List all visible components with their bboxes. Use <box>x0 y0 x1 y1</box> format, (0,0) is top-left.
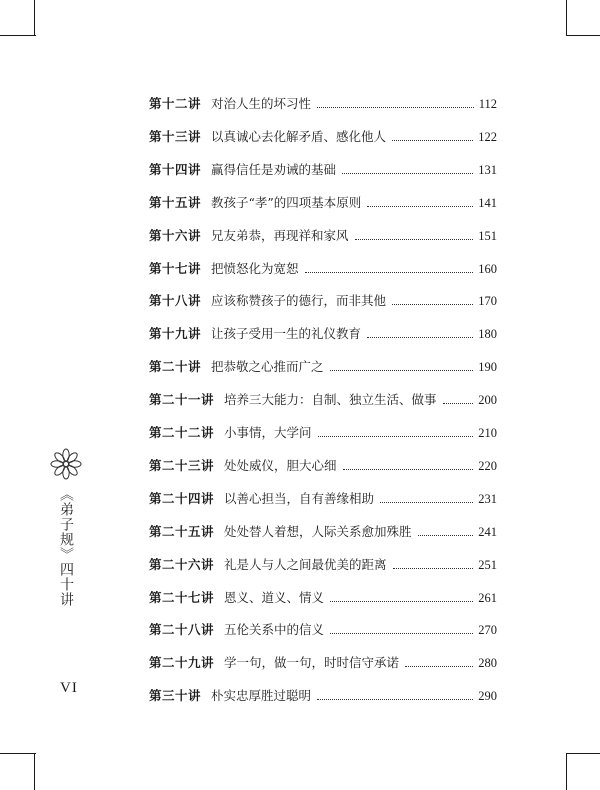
toc-page-number: 151 <box>478 228 497 243</box>
toc-page-number: 290 <box>478 689 497 704</box>
toc-chapter-title: 学一句，做一句，时时信守承诺 <box>224 655 400 671</box>
crop-mark-bottom-left-horizontal <box>0 753 36 754</box>
toc-chapter-number: 第二十八讲 <box>149 622 215 638</box>
toc-chapter-title: 处处替人着想，人际关系愈加殊胜 <box>224 523 412 539</box>
toc-chapter-title: 五伦关系中的信义 <box>224 622 325 638</box>
toc-page-number: 170 <box>478 294 497 309</box>
toc-page-number: 200 <box>478 393 497 408</box>
toc-chapter-title: 赢得信任是劝诫的基础 <box>211 161 337 177</box>
toc-chapter-number: 第十四讲 <box>149 161 202 177</box>
toc-chapter-title: 恩义、道义、情义 <box>224 589 325 605</box>
toc-chapter-number: 第二十四讲 <box>149 490 215 506</box>
toc-entry[interactable] <box>149 651 497 671</box>
toc-dot-leader <box>317 699 473 700</box>
crop-mark-bottom-right-horizontal <box>566 753 600 754</box>
crop-mark-top-left-vertical <box>34 0 35 36</box>
toc-entry[interactable] <box>149 553 497 573</box>
toc-chapter-title: 教孩子“孝”的四项基本原则 <box>211 194 362 210</box>
toc-chapter-number: 第二十七讲 <box>149 589 215 605</box>
toc-chapter-title: 应该称赞孩子的德行，而非其他 <box>211 293 387 309</box>
toc-entry[interactable] <box>149 322 497 342</box>
toc-entry[interactable] <box>149 289 497 309</box>
toc-page-number: 261 <box>478 590 497 605</box>
toc-chapter-number: 第十六讲 <box>149 227 202 243</box>
toc-page-number: 160 <box>478 261 497 276</box>
toc-dot-leader <box>392 304 473 305</box>
toc-dot-leader <box>405 666 473 667</box>
toc-entry[interactable] <box>149 257 497 277</box>
toc-chapter-title: 小事情，大学问 <box>224 425 312 440</box>
toc-dot-leader <box>393 568 474 569</box>
toc-page-number: 141 <box>478 195 497 210</box>
toc-entry[interactable] <box>149 388 497 408</box>
toc-chapter-title: 兄友弟恭，再现祥和家风 <box>211 227 349 243</box>
toc-chapter-number: 第十二讲 <box>149 96 202 111</box>
toc-entry[interactable] <box>149 421 497 441</box>
toc-page-number: 180 <box>478 327 497 342</box>
toc-page-number: 112 <box>478 97 497 111</box>
toc-dot-leader <box>342 173 473 174</box>
toc-page-number: 251 <box>478 557 497 572</box>
toc-dot-leader <box>443 403 474 404</box>
toc-dot-leader <box>367 337 473 338</box>
toc-chapter-number: 第二十三讲 <box>149 457 215 473</box>
toc-chapter-number: 第二十讲 <box>149 359 202 375</box>
crop-mark-top-left-horizontal <box>0 35 36 36</box>
toc-page-number: 231 <box>478 491 497 506</box>
toc-entry[interactable] <box>149 618 497 638</box>
toc-chapter-number: 第十九讲 <box>149 326 202 342</box>
toc-chapter-number: 第二十二讲 <box>149 425 215 440</box>
toc-page-number: 131 <box>478 162 497 177</box>
toc-page-number: 220 <box>478 458 497 473</box>
toc-entry[interactable] <box>149 586 497 606</box>
crop-mark-top-right-horizontal <box>566 35 600 36</box>
toc-page-number: 280 <box>478 656 497 671</box>
toc-dot-leader <box>330 633 473 634</box>
flower-icon <box>50 448 82 480</box>
toc-chapter-number: 第二十九讲 <box>149 655 215 671</box>
toc-page-number: 270 <box>478 623 497 638</box>
toc-chapter-title: 处处威仪，胆大心细 <box>224 457 337 473</box>
toc-dot-leader <box>330 601 473 602</box>
toc-entry[interactable] <box>149 454 497 474</box>
toc-chapter-number: 第十七讲 <box>149 260 202 276</box>
toc-chapter-title: 朴实忠厚胜过聪明 <box>211 688 312 704</box>
toc-entry[interactable] <box>149 224 497 244</box>
toc-entry[interactable] <box>149 487 497 507</box>
toc-chapter-title: 对治人生的坏习性 <box>211 96 312 111</box>
toc-entry[interactable] <box>149 520 497 540</box>
toc-chapter-number: 第二十六讲 <box>149 556 215 572</box>
toc-dot-leader <box>305 272 474 273</box>
toc-chapter-title: 把愤怒化为宽恕 <box>211 260 299 276</box>
toc-chapter-title: 以真诚心去化解矛盾、感化他人 <box>211 128 387 144</box>
toc-chapter-title: 以善心担当，自有善缘相助 <box>224 490 375 506</box>
toc-dot-leader <box>380 502 473 503</box>
toc-dot-leader <box>318 436 474 437</box>
toc-entry[interactable] <box>149 191 497 211</box>
toc-page-number: 122 <box>478 129 497 144</box>
crop-mark-top-right-vertical <box>566 0 567 36</box>
toc-dot-leader <box>418 535 474 536</box>
toc-dot-leader <box>343 469 474 470</box>
toc-entry[interactable] <box>149 355 497 375</box>
toc-chapter-title: 礼是人与人之间最优美的距离 <box>224 556 387 572</box>
toc-entry[interactable] <box>149 92 497 112</box>
toc-page-number: 241 <box>478 524 497 539</box>
toc-entry[interactable] <box>149 158 497 178</box>
toc-chapter-number: 第十五讲 <box>149 194 202 210</box>
toc-dot-leader <box>367 206 473 207</box>
crop-mark-bottom-right-vertical <box>566 753 567 790</box>
toc-dot-leader <box>330 370 474 371</box>
toc-chapter-number: 第十八讲 <box>149 293 202 309</box>
toc-chapter-title: 让孩子受用一生的礼仪教育 <box>211 326 362 342</box>
toc-page-number: 210 <box>478 426 497 440</box>
toc-chapter-title: 把恭敬之心推而广之 <box>211 359 324 375</box>
toc-page-number: 190 <box>478 360 497 375</box>
toc-dot-leader <box>355 239 474 240</box>
toc-chapter-number: 第二十一讲 <box>149 392 215 408</box>
crop-mark-bottom-left-vertical <box>34 753 35 790</box>
toc-chapter-number: 第二十五讲 <box>149 523 215 539</box>
toc-dot-leader <box>392 140 473 141</box>
toc-chapter-title: 培养三大能力：自制、独立生活、做事 <box>224 392 437 408</box>
toc-chapter-number: 第三十讲 <box>149 688 202 704</box>
toc-dot-leader <box>317 107 474 108</box>
toc-entry[interactable] <box>149 125 497 145</box>
book-title-vertical: 《弟子规》四十讲 <box>58 487 74 607</box>
toc-entry[interactable] <box>149 684 497 704</box>
toc-chapter-number: 第十三讲 <box>149 128 202 144</box>
page-number: VI <box>60 680 78 696</box>
